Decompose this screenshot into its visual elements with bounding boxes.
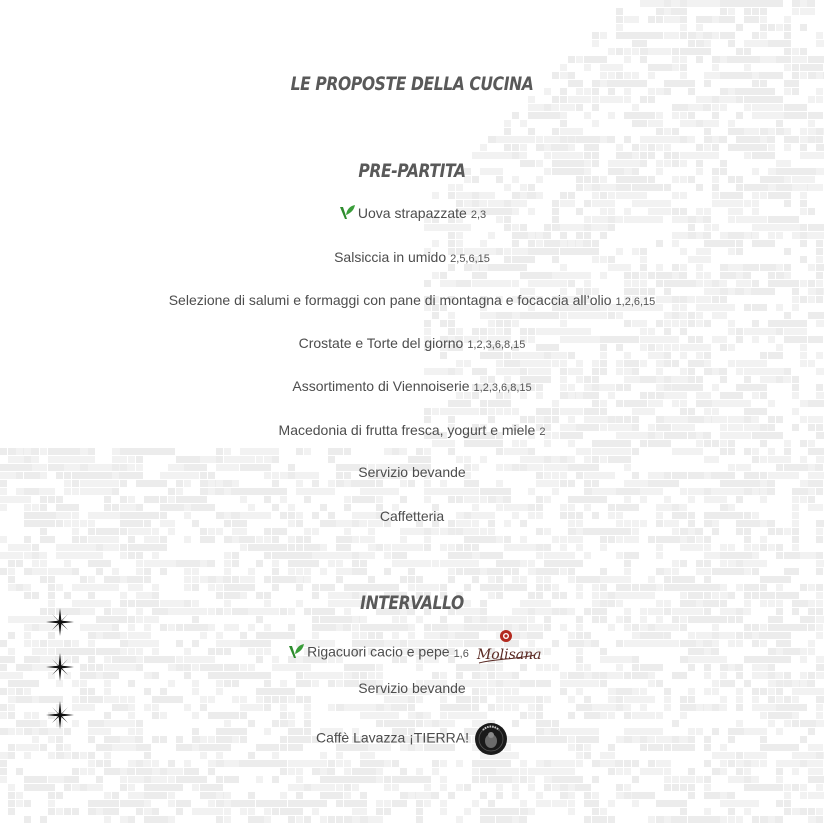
menu-item-name: Uova strapazzate — [357, 205, 467, 221]
menu-item-viennoiserie — [0, 376, 824, 398]
menu-item-servizio-bevande — [0, 462, 824, 482]
menu-item-name: Salsiccia in umido — [334, 249, 447, 265]
molisana-logo-text: Molisana — [476, 647, 542, 663]
menu-item-name: Crostate e Torte del giorno — [298, 335, 464, 351]
menu-item-name: Caffè Lavazza ¡TIERRA! — [315, 729, 470, 746]
menu-item-rigacuori — [0, 633, 824, 673]
menu-item-name: Caffetteria — [379, 508, 445, 524]
menu-item-name: Assortimento di Viennoiserie — [292, 378, 470, 394]
sparkle-star-icon — [46, 608, 74, 636]
allergen-codes: 2,3 — [470, 209, 487, 221]
molisana-logo — [475, 629, 542, 669]
menu-item-caffe-lavazza — [0, 722, 824, 756]
menu-item-name: Rigacuori cacio e pepe — [307, 643, 450, 660]
allergen-codes: 1,2,3,6,8,15 — [473, 382, 532, 394]
vegetarian-leaf-icon — [287, 642, 305, 660]
menu-item-name: Servizio bevande — [358, 680, 466, 696]
menu-item-servizio-bevande-2 — [0, 678, 824, 698]
menu-item-uova — [0, 203, 824, 225]
allergen-codes: 2 — [539, 426, 546, 438]
menu-item-name: Selezione di salumi e formaggi con pane di montagna e focaccia all’olio — [168, 292, 612, 308]
sparkle-star-icon — [46, 653, 74, 681]
menu-title: LE PROPOSTE DELLA CUCINA — [290, 73, 534, 95]
menu-item-caffetteria — [0, 506, 824, 526]
menu-item-salumi — [0, 290, 824, 312]
allergen-codes: 1,6 — [453, 647, 469, 660]
section-title-intervallo: INTERVALLO — [360, 592, 464, 614]
lavazza-tierra-logo — [474, 722, 508, 756]
menu-item-crostate — [0, 333, 824, 355]
vegetarian-leaf-icon — [338, 203, 356, 221]
allergen-codes: 2,5,6,15 — [450, 253, 490, 265]
menu-item-name: Macedonia di frutta fresca, yogurt e miele — [278, 422, 536, 438]
menu-item-name: Servizio bevande — [358, 464, 466, 480]
section-title-pre-partita: PRE-PARTITA — [358, 160, 466, 182]
allergen-codes: 1,2,6,15 — [615, 296, 656, 308]
allergen-codes: 1,2,3,6,8,15 — [467, 339, 526, 351]
menu-item-macedonia — [0, 420, 824, 442]
sparkle-star-icon — [46, 701, 74, 729]
menu-item-salsiccia — [0, 247, 824, 269]
